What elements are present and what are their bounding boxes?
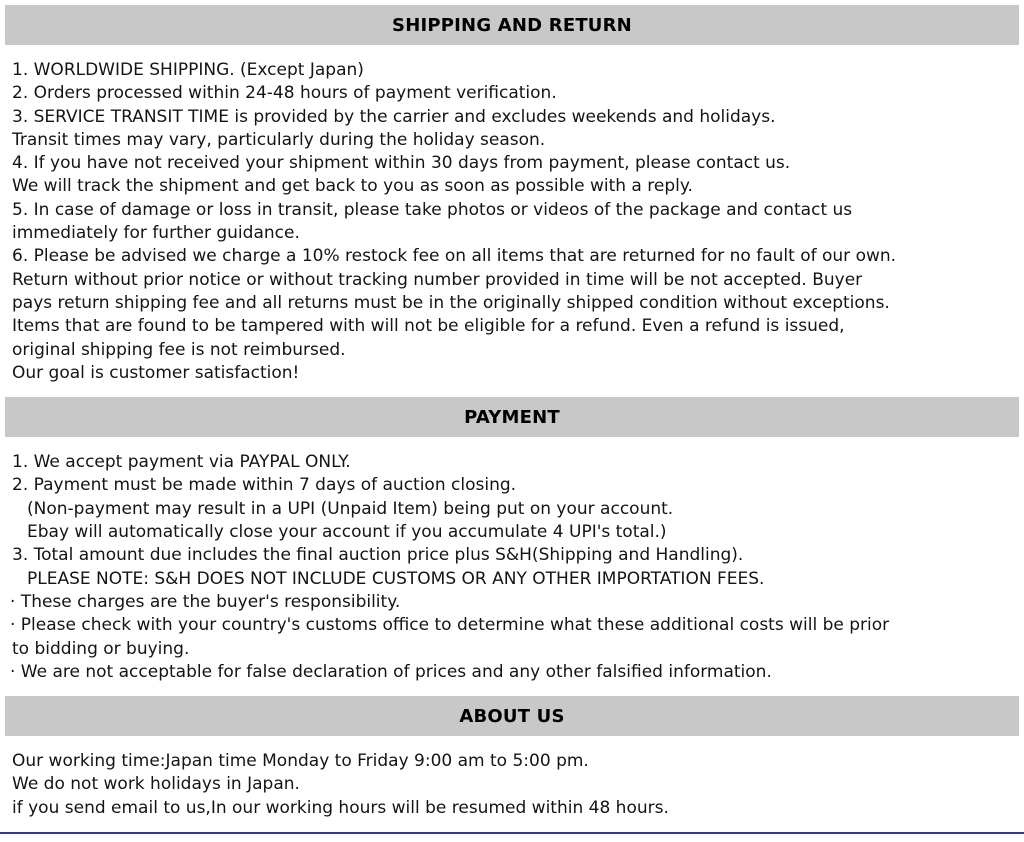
policy-line: immediately for further guidance. [12, 223, 300, 244]
policy-line: original shipping fee is not reimbursed. [12, 339, 346, 360]
policy-line: · Please check with your country's customs office to determine what these additional costs will be prior [10, 615, 890, 636]
policy-line: (Non-payment may result in a UPI (Unpaid Item) being put on your account. [27, 498, 674, 519]
policy-line: 3. Total amount due includes the final auction price plus S&H(Shipping and Handling). [12, 545, 744, 566]
policy-line: Items that are found to be tampered with will not be eligible for a refund. Even a refund is issued, [12, 316, 845, 337]
policy-line: pays return shipping fee and all returns must be in the originally shipped condition without exceptions. [12, 292, 890, 313]
policy-line: · These charges are the buyer's responsibility. [10, 591, 401, 612]
policy-line: PLEASE NOTE: S&H DOES NOT INCLUDE CUSTOMS OR ANY OTHER IMPORTATION FEES. [27, 568, 765, 589]
section-header-payment: PAYMENT [5, 397, 1019, 437]
policy-page [0, 5, 1024, 834]
section-about-us [0, 696, 1024, 820]
policy-line: 5. In case of damage or loss in transit, please take photos or videos of the package and contact us [12, 199, 853, 220]
policy-line: We will track the shipment and get back to you as soon as possible with a reply. [12, 176, 693, 197]
policy-line: Our goal is customer satisfaction! [12, 362, 300, 383]
policy-line: 3. SERVICE TRANSIT TIME is provided by the carrier and excludes weekends and holidays. [12, 106, 776, 127]
policy-line: Ebay will automatically close your account if you accumulate 4 UPI's total.) [27, 522, 667, 543]
bottom-divider [0, 832, 1024, 834]
policy-line: 1. WORLDWIDE SHIPPING. (Except Japan) [12, 60, 364, 80]
policy-line: 6. Please be advised we charge a 10% restock fee on all items that are returned for no fault of our own. [12, 246, 897, 267]
section-body-about-us [12, 750, 1024, 820]
section-shipping-and-return [0, 5, 1024, 385]
policy-line: 2. Payment must be made within 7 days of auction closing. [12, 475, 517, 496]
section-payment [0, 397, 1024, 684]
section-body-payment [12, 451, 1024, 684]
policy-line: if you send email to us,In our working hours will be resumed within 48 hours. [12, 797, 669, 818]
policy-line: Our working time:Japan time Monday to Friday 9:00 am to 5:00 pm. [12, 751, 589, 772]
policy-line: We do not work holidays in Japan. [12, 774, 300, 795]
policy-line: 4. If you have not received your shipment within 30 days from payment, please contact us. [12, 153, 791, 174]
policy-line: · We are not acceptable for false declaration of prices and any other falsified information. [10, 661, 772, 682]
policy-line: Return without prior notice or without tracking number provided in time will be not accepted. Buyer [12, 269, 863, 290]
policy-line: 1. We accept payment via PAYPAL ONLY. [12, 452, 351, 473]
policy-line: to bidding or buying. [12, 638, 190, 659]
section-header-shipping-and-return: SHIPPING AND RETURN [5, 5, 1019, 45]
section-body-shipping-and-return [12, 59, 1024, 385]
policy-line: Transit times may vary, particularly during the holiday season. [12, 129, 546, 150]
policy-line: 2. Orders processed within 24-48 hours of payment verification. [12, 83, 557, 104]
section-header-about-us: ABOUT US [5, 696, 1019, 736]
